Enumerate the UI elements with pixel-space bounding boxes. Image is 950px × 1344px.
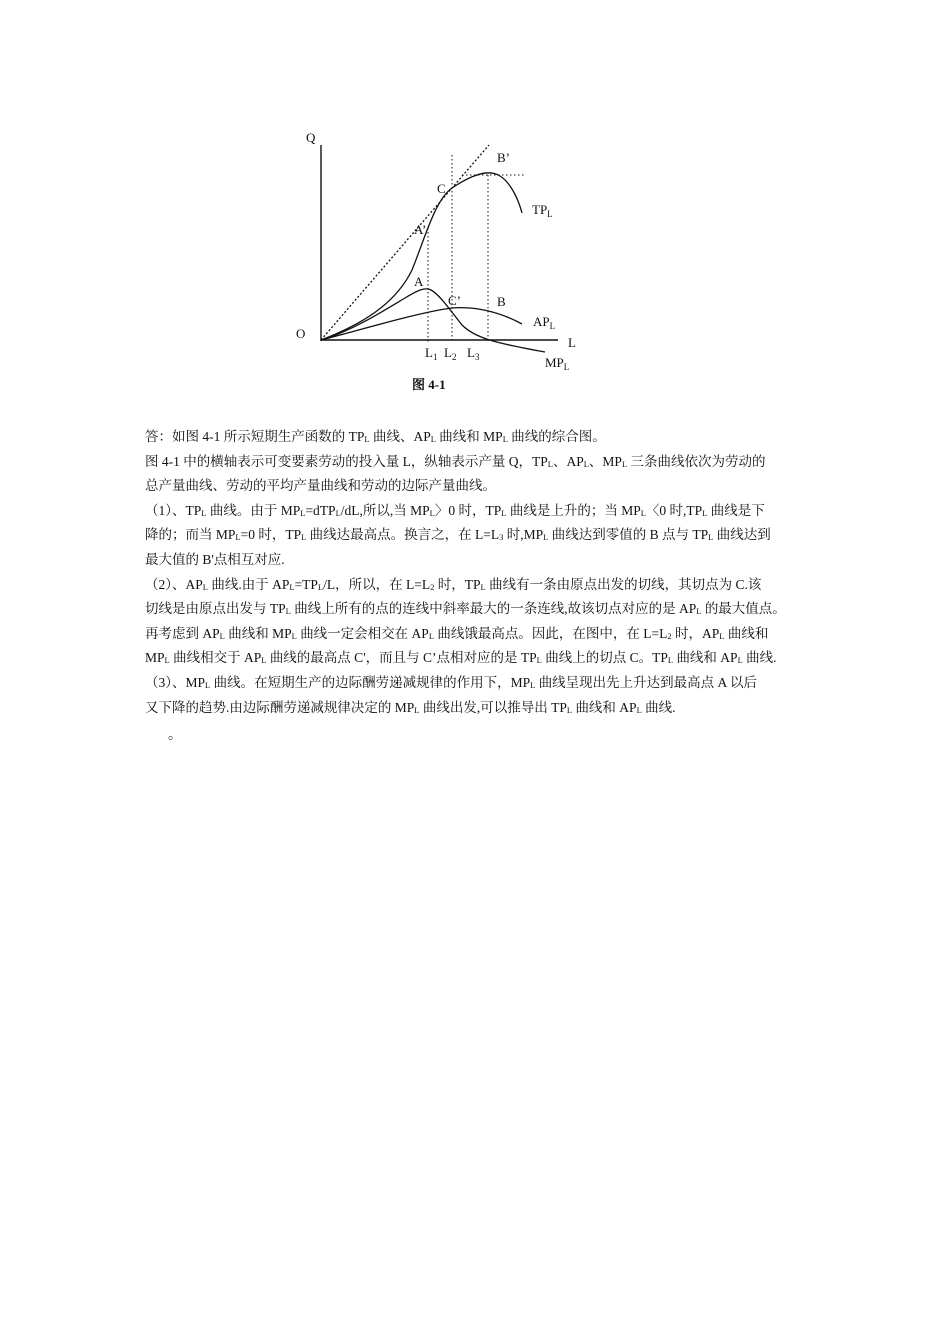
- text-segment: 曲线.: [641, 699, 676, 715]
- text-segment: 总产量曲线、劳动的平均产量曲线和劳动的边际产量曲线。: [145, 478, 496, 494]
- text-segment: 曲线、AP: [369, 429, 431, 444]
- text-line: [145, 671, 825, 696]
- mp-curve-label: $MP_L$: [545, 355, 570, 372]
- text-segment: 曲线和 AP: [673, 650, 738, 666]
- text-segment: 时，TP: [434, 576, 481, 592]
- text-segment: 曲线呈现出先上升达到最高点 A 以后: [535, 674, 757, 690]
- text-segment: 曲线.: [742, 650, 777, 666]
- text-line: [145, 622, 825, 647]
- text-segment: 〉0 时，TP: [434, 502, 502, 518]
- text-line: [145, 597, 825, 622]
- subscript: L: [300, 507, 306, 518]
- text-segment: （1）、TP: [145, 502, 202, 518]
- subscript: L: [621, 458, 628, 469]
- subscript: L: [501, 507, 507, 518]
- point-a-prime: A’: [414, 222, 427, 237]
- subscript: L: [583, 458, 589, 469]
- subscript: L: [530, 679, 536, 690]
- subscript: L: [667, 655, 674, 666]
- subscript: L: [414, 704, 420, 715]
- subscript: L: [708, 532, 714, 543]
- q-axis-label: Q: [306, 130, 316, 145]
- text-segment: 曲线.由于 AP: [207, 576, 290, 592]
- text-segment: =0 时，TP: [240, 527, 302, 543]
- text-segment: =dTP: [305, 502, 336, 518]
- point-c-prime: C’: [448, 293, 461, 308]
- subscript: L: [429, 507, 435, 518]
- subscript: L: [547, 458, 553, 469]
- text-segment: /dL,所以,当 MP: [340, 502, 430, 518]
- subscript: L: [285, 606, 291, 617]
- text-segment: 曲线上所有的点的连线中斜率最大的一条连线,故该切点对应的是 AP: [290, 601, 697, 617]
- trailing-mark: 。: [168, 728, 182, 743]
- subscript: 3: [499, 532, 504, 543]
- text-segment: 曲线有一条由原点出发的切线，其切点为 C.该: [485, 576, 762, 592]
- subscript: L: [702, 507, 708, 518]
- text-segment: （3）、MP: [145, 674, 206, 690]
- subscript: L: [430, 434, 436, 444]
- point-b-prime: B’: [497, 150, 510, 165]
- text-line: [145, 696, 825, 721]
- text-segment: 、MP: [588, 453, 622, 469]
- text-segment: 曲线相交于 AP: [169, 650, 262, 666]
- subscript: L: [737, 655, 743, 666]
- text-segment: 曲线的综合图。: [507, 429, 606, 444]
- text-segment: /L，所以，在 L=L: [323, 576, 431, 592]
- text-segment: 曲线达到: [713, 527, 771, 543]
- subscript: L: [317, 581, 324, 592]
- text-segment: 降的；而当 MP: [145, 527, 236, 543]
- subscript: L: [261, 655, 267, 666]
- text-segment: 曲线的最高点 C'，而且与 C’点相对应的是 TP: [266, 650, 537, 666]
- text-segment: =TP: [294, 576, 318, 592]
- subscript: L: [219, 630, 225, 641]
- text-line: [145, 646, 825, 671]
- tp-curve-label: $TP_L$: [532, 202, 553, 219]
- text-segment: 曲线和 MP: [224, 625, 292, 641]
- tick-l1: $L_1$: [425, 345, 438, 362]
- subscript: L: [335, 507, 341, 518]
- subscript: L: [543, 532, 549, 543]
- subscript: L: [202, 581, 208, 592]
- subscript: L: [502, 434, 508, 444]
- text-segment: 曲线一定会相交在 AP: [296, 625, 429, 641]
- text-segment: 曲线是上升的；当 MP: [506, 502, 641, 518]
- point-a: A: [414, 274, 424, 289]
- text-segment: 时,MP: [503, 527, 544, 543]
- tp-curve: [321, 173, 522, 340]
- origin-label: O: [296, 326, 306, 341]
- figure-caption: 图 4-1: [412, 377, 446, 392]
- subscript: L: [719, 630, 725, 641]
- point-c: C: [437, 181, 446, 196]
- text-segment: 曲线是下: [707, 502, 765, 518]
- text-segment: 时，AP: [671, 625, 720, 641]
- text-line: [145, 523, 825, 548]
- text-segment: 答：如图 4-1 所示短期生产函数的 TP: [145, 429, 365, 444]
- text-line: [145, 450, 825, 475]
- text-segment: 三条曲线依次为劳动的: [627, 453, 766, 469]
- subscript: L: [205, 679, 211, 690]
- text-segment: 曲线和: [724, 625, 769, 641]
- subscript: L: [636, 704, 642, 715]
- answer-text: [145, 425, 825, 720]
- point-b: B: [497, 294, 506, 309]
- l-axis-label: L: [568, 335, 576, 350]
- text-segment: 、AP: [552, 453, 584, 469]
- tick-l3: $L_3$: [467, 345, 480, 362]
- text-line: [145, 499, 825, 524]
- subscript: L: [428, 630, 435, 641]
- subscript: L: [364, 434, 370, 444]
- subscript: 2: [430, 581, 435, 592]
- subscript: L: [289, 581, 295, 592]
- text-line: [145, 573, 825, 598]
- tick-l2: $L_2$: [444, 345, 457, 362]
- production-curves-figure: [0, 0, 950, 400]
- text-segment: MP: [145, 650, 165, 666]
- text-segment: 曲线和 AP: [572, 699, 637, 715]
- subscript: L: [235, 532, 241, 543]
- subscript: L: [301, 532, 307, 543]
- subscript: L: [640, 507, 646, 518]
- subscript: L: [480, 581, 486, 592]
- text-segment: 的最大值点。: [701, 601, 786, 617]
- tangent-ray: [321, 145, 489, 340]
- ap-curve-label: $AP_L$: [533, 314, 556, 331]
- text-line: [145, 474, 825, 499]
- text-segment: 曲线。由于 MP: [206, 502, 301, 518]
- text-line: [145, 548, 825, 573]
- subscript: 2: [667, 630, 672, 641]
- subscript: L: [291, 630, 297, 641]
- subscript: L: [164, 655, 170, 666]
- text-segment: 切线是由原点出发与 TP: [145, 601, 286, 617]
- text-segment: （2）、AP: [145, 576, 203, 592]
- text-segment: 曲线和 MP: [435, 429, 503, 444]
- text-line: [145, 425, 825, 450]
- text-segment: 再考虑到 AP: [145, 625, 220, 641]
- subscript: L: [201, 507, 207, 518]
- text-segment: 〈0 时,TP: [645, 502, 703, 518]
- mp-curve: [321, 289, 545, 352]
- text-segment: 最大值的 B'点相互对应.: [145, 551, 285, 567]
- text-segment: 又下降的趋势.由边际酬劳递减规律决定的 MP: [145, 699, 415, 715]
- subscript: L: [696, 606, 702, 617]
- subscript: L: [566, 704, 573, 715]
- text-segment: 图 4-1 中的横轴表示可变要素劳动的投入量 L，纵轴表示产量 Q，TP: [145, 453, 548, 469]
- ap-curve: [321, 308, 522, 340]
- subscript: L: [536, 655, 542, 666]
- text-segment: 曲线。在短期生产的边际酬劳递减规律的作用下，MP: [210, 674, 531, 690]
- text-segment: 曲线饿最高点。因此，在图中，在 L=L: [434, 625, 668, 641]
- text-segment: 曲线上的切点 C。TP: [541, 650, 668, 666]
- text-segment: 曲线出发,可以推导出 TP: [419, 699, 567, 715]
- text-segment: 曲线达最高点。换言之，在 L=L: [306, 527, 500, 543]
- text-segment: 曲线达到零值的 B 点与 TP: [548, 527, 709, 543]
